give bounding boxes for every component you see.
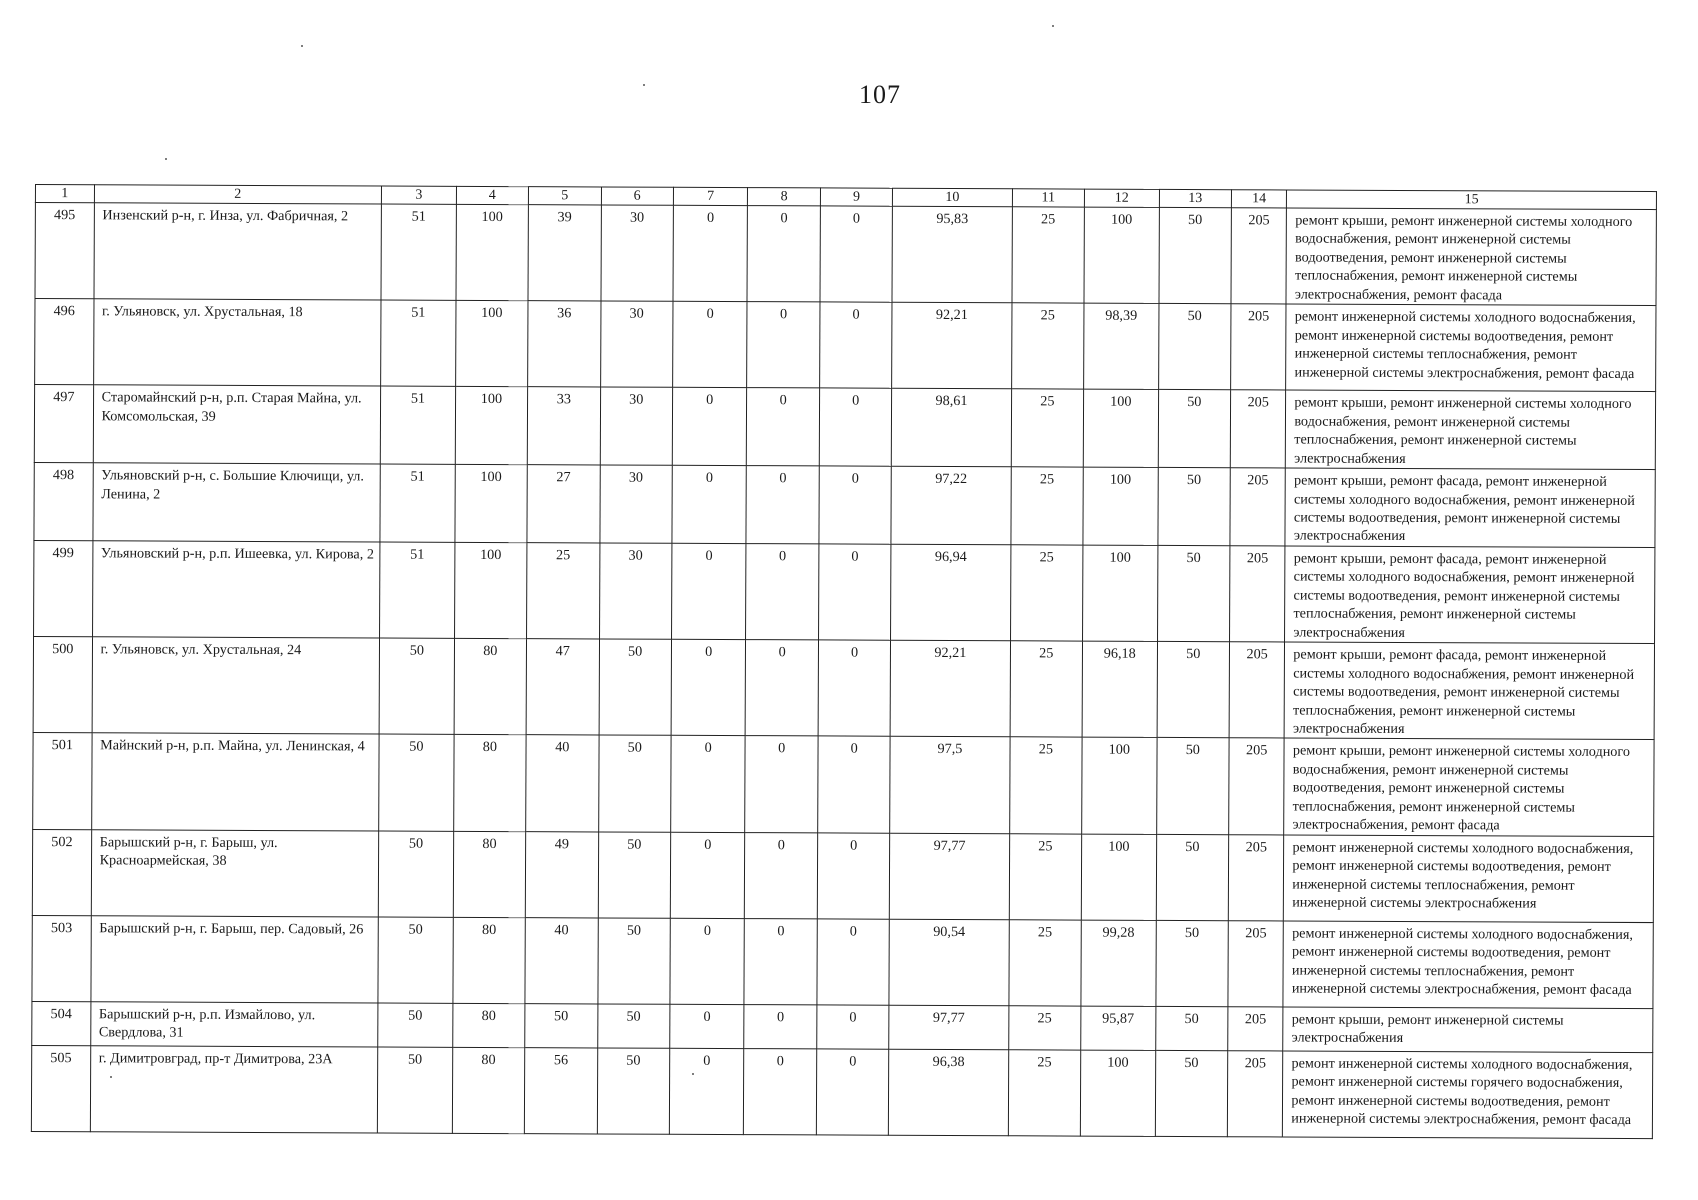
cell-col-10: 96,94 <box>891 544 1011 641</box>
cell-col-4: 80 <box>452 1003 525 1047</box>
cell-col-10: 97,5 <box>890 737 1010 834</box>
cell-col-9: 0 <box>817 833 890 919</box>
work-types-cell: ремонт крыши, ремонт фасада, ремонт инженерной системы холодного водоснабжения, ремонт инженерной системы водоотведения, ремонт инженерной системы электроснабжения <box>1285 468 1655 547</box>
scan-speck <box>110 1076 112 1078</box>
cell-col-11: 25 <box>1008 1005 1081 1049</box>
column-header-15: 15 <box>1287 190 1657 210</box>
table-row <box>34 540 1655 643</box>
cell-col-10: 90,54 <box>889 919 1009 1006</box>
cell-col-14: 205 <box>1228 920 1284 1006</box>
cell-col-5: 33 <box>527 387 600 465</box>
cell-col-10: 97,77 <box>889 1005 1008 1050</box>
cell-col-4: 80 <box>453 735 526 832</box>
table-row <box>34 463 1655 548</box>
cell-col-13: 50 <box>1157 467 1230 545</box>
cell-col-5: 47 <box>526 639 599 736</box>
cell-col-3: 51 <box>380 386 455 464</box>
work-types-cell: ремонт крыши, ремонт фасада, ремонт инженерной системы холодного водоснабжения, ремонт инженерной системы водоотведения, ремонт инженерной системы теплоснабжения, ремонт инженерной системы электроснабжения <box>1284 642 1654 740</box>
cell-col-11: 25 <box>1009 833 1082 919</box>
cell-col-4: 100 <box>454 542 527 639</box>
column-header-12: 12 <box>1084 189 1159 207</box>
cell-col-13: 50 <box>1159 207 1232 304</box>
work-types-cell: ремонт крыши, ремонт инженерной системы холодного водоснабжения, ремонт инженерной системы водоотведения, ремонт инженерной системы теплоснабжения, ремонт инженерной системы электроснабжения, ремонт фасада <box>1284 738 1654 836</box>
table-row <box>33 733 1654 836</box>
cell-col-9: 0 <box>819 466 892 544</box>
cell-col-9: 0 <box>819 388 892 466</box>
cell-col-3: 50 <box>378 831 453 917</box>
row-number: 498 <box>34 463 93 541</box>
cell-col-6: 30 <box>599 543 672 640</box>
column-header-2: 2 <box>94 185 382 204</box>
work-types-cell: ремонт инженерной системы холодного водоснабжения, ремонт инженерной системы горячего водоснабжения, ремонт инженерной системы водоотведения, ремонт инженерной системы электроснабжения, ремонт фасада <box>1283 1051 1653 1139</box>
cell-col-8: 0 <box>747 302 820 388</box>
cell-col-13: 50 <box>1155 1050 1228 1136</box>
address-cell: Старомайнский р-н, р.п. Старая Майна, ул. Комсомольская, 39 <box>93 385 381 464</box>
cell-col-12: 99,28 <box>1081 920 1156 1006</box>
cell-col-8: 0 <box>744 1004 817 1048</box>
cell-col-10: 97,77 <box>890 833 1010 920</box>
cell-col-11: 25 <box>1009 919 1082 1005</box>
cell-col-9: 0 <box>817 1005 890 1049</box>
cell-col-7: 0 <box>669 1048 744 1134</box>
cell-col-12: 100 <box>1083 389 1158 467</box>
cell-col-6: 50 <box>598 735 671 832</box>
cell-col-3: 50 <box>379 734 454 831</box>
cell-col-10: 97,22 <box>891 466 1011 544</box>
cell-col-13: 50 <box>1157 545 1230 642</box>
scan-speck <box>692 1073 694 1075</box>
scan-speck <box>643 84 645 86</box>
scan-speck <box>301 45 303 47</box>
registry-sheet <box>31 184 1657 1139</box>
cell-col-9: 0 <box>818 544 891 641</box>
cell-col-8: 0 <box>747 388 820 466</box>
cell-col-3: 51 <box>380 542 455 639</box>
table-row <box>32 1001 1653 1052</box>
column-header-4: 4 <box>456 186 528 204</box>
row-number: 503 <box>32 915 91 1001</box>
cell-col-11: 25 <box>1011 389 1084 467</box>
column-header-1: 1 <box>35 185 94 203</box>
cell-col-5: 40 <box>525 917 598 1003</box>
cell-col-7: 0 <box>670 832 745 918</box>
cell-col-5: 50 <box>525 1003 598 1047</box>
cell-col-13: 50 <box>1157 642 1230 739</box>
cell-col-6: 30 <box>599 465 672 543</box>
table-row <box>32 915 1653 1008</box>
cell-col-4: 100 <box>455 387 528 465</box>
cell-col-5: 27 <box>527 465 600 543</box>
cell-col-6: 50 <box>599 639 672 736</box>
cell-col-9: 0 <box>820 206 893 303</box>
cell-col-14: 205 <box>1228 1006 1284 1050</box>
cell-col-11: 25 <box>1009 737 1082 834</box>
column-header-5: 5 <box>528 187 600 205</box>
cell-col-12: 100 <box>1082 737 1157 834</box>
cell-col-3: 51 <box>381 300 456 386</box>
cell-col-7: 0 <box>672 465 747 543</box>
row-number: 505 <box>31 1045 90 1131</box>
column-header-13: 13 <box>1159 189 1231 207</box>
cell-col-11: 25 <box>1008 1049 1081 1135</box>
column-header-8: 8 <box>748 188 820 206</box>
work-types-cell: ремонт инженерной системы холодного водоснабжения, ремонт инженерной системы водоотведения, ремонт инженерной системы теплоснабжения, ремонт инженерной системы электроснабжения, ремонт фасада <box>1286 304 1656 392</box>
address-cell: Инзенский р-н, г. Инза, ул. Фабричная, 2 <box>94 203 382 301</box>
cell-col-8: 0 <box>745 736 818 833</box>
cell-col-12: 96,18 <box>1082 641 1157 738</box>
cell-col-10: 92,21 <box>892 303 1012 390</box>
table-row <box>35 203 1656 306</box>
address-cell: Ульяновский р-н, с. Большие Ключищи, ул. Ленина, 2 <box>93 463 381 542</box>
cell-col-5: 25 <box>527 543 600 640</box>
cell-col-3: 50 <box>377 1047 452 1133</box>
cell-col-6: 50 <box>597 918 670 1004</box>
column-header-9: 9 <box>820 188 892 206</box>
cell-col-7: 0 <box>671 639 746 736</box>
cell-col-4: 100 <box>456 204 529 301</box>
cell-col-11: 25 <box>1010 641 1083 738</box>
cell-col-7: 0 <box>670 918 745 1004</box>
cell-col-14: 205 <box>1229 546 1285 643</box>
cell-col-14: 205 <box>1228 834 1284 920</box>
cell-col-8: 0 <box>746 543 819 640</box>
cell-col-7: 0 <box>671 543 746 640</box>
cell-col-11: 25 <box>1010 545 1083 642</box>
cell-col-12: 98,39 <box>1084 303 1159 389</box>
column-header-14: 14 <box>1231 190 1286 208</box>
column-header-7: 7 <box>673 187 748 205</box>
address-cell: г. Димитровград, пр-т Димитрова, 23А <box>90 1045 378 1132</box>
column-header-6: 6 <box>601 187 673 205</box>
cell-col-4: 80 <box>452 1047 525 1133</box>
cell-col-11: 25 <box>1011 303 1084 389</box>
scan-speck <box>1052 25 1054 27</box>
work-types-cell: ремонт крыши, ремонт инженерной системы электроснабжения <box>1283 1007 1653 1053</box>
row-number: 500 <box>33 637 92 734</box>
cell-col-6: 50 <box>597 1004 670 1048</box>
cell-col-12: 95,87 <box>1081 1006 1156 1050</box>
cell-col-7: 0 <box>670 1004 745 1048</box>
cell-col-4: 80 <box>453 831 526 917</box>
scan-speck <box>165 158 167 160</box>
registry-table <box>31 184 1657 1139</box>
address-cell: г. Ульяновск, ул. Хрустальная, 18 <box>93 299 381 386</box>
cell-col-8: 0 <box>747 206 820 303</box>
row-number: 497 <box>34 385 93 463</box>
cell-col-4: 100 <box>455 464 528 542</box>
work-types-cell: ремонт крыши, ремонт фасада, ремонт инженерной системы холодного водоснабжения, ремонт инженерной системы водоотведения, ремонт инженерной системы теплоснабжения, ремонт инженерной системы электроснабжения <box>1285 546 1655 644</box>
cell-col-11: 25 <box>1011 467 1084 545</box>
cell-col-8: 0 <box>744 1048 817 1134</box>
cell-col-13: 50 <box>1156 738 1229 835</box>
cell-col-7: 0 <box>671 736 746 833</box>
address-cell: Майнский р-н, р.п. Майна, ул. Ленинская, 4 <box>91 733 379 831</box>
cell-col-4: 100 <box>455 301 528 387</box>
cell-col-4: 80 <box>454 638 527 735</box>
cell-col-12: 100 <box>1081 834 1156 920</box>
cell-col-12: 100 <box>1083 545 1158 642</box>
work-types-cell: ремонт крыши, ремонт инженерной системы холодного водоснабжения, ремонт инженерной системы теплоснабжения, ремонт инженерной системы электроснабжения <box>1286 390 1656 469</box>
cell-col-14: 205 <box>1229 738 1285 835</box>
table-row <box>33 637 1654 740</box>
cell-col-9: 0 <box>816 1049 889 1135</box>
row-number: 502 <box>32 829 91 915</box>
cell-col-10: 96,38 <box>889 1049 1009 1136</box>
cell-col-3: 51 <box>380 464 455 542</box>
cell-col-5: 40 <box>526 735 599 832</box>
column-header-10: 10 <box>893 188 1012 207</box>
cell-col-13: 50 <box>1158 390 1231 468</box>
cell-col-14: 205 <box>1227 1050 1283 1136</box>
cell-col-3: 50 <box>379 638 454 735</box>
cell-col-13: 50 <box>1158 304 1231 390</box>
work-types-cell: ремонт инженерной системы холодного водоснабжения, ремонт инженерной системы водоотведения, ремонт инженерной системы теплоснабжения, ремонт инженерной системы электроснабжения <box>1284 835 1654 923</box>
cell-col-11: 25 <box>1012 207 1085 304</box>
address-cell: г. Ульяновск, ул. Хрустальная, 24 <box>92 637 380 735</box>
cell-col-6: 50 <box>598 832 671 918</box>
cell-col-6: 30 <box>600 205 673 302</box>
cell-col-12: 100 <box>1080 1050 1155 1136</box>
cell-col-13: 50 <box>1155 1006 1228 1050</box>
cell-col-13: 50 <box>1155 920 1228 1006</box>
table-row <box>35 299 1656 392</box>
column-header-3: 3 <box>382 186 457 204</box>
table-row <box>34 385 1655 470</box>
page-number: 107 <box>859 80 901 109</box>
cell-col-14: 205 <box>1229 642 1285 739</box>
address-cell: Барышский р-н, г. Барыш, ул. Красноармейская, 38 <box>91 829 379 916</box>
cell-col-6: 30 <box>600 387 673 465</box>
cell-col-4: 80 <box>453 917 526 1003</box>
cell-col-10: 95,83 <box>892 206 1012 303</box>
row-number: 496 <box>35 299 94 385</box>
address-cell: Ульяновский р-н, р.п. Ишеевка, ул. Кирова, 2 <box>92 541 380 639</box>
cell-col-7: 0 <box>672 388 747 466</box>
cell-col-3: 51 <box>381 204 456 301</box>
cell-col-9: 0 <box>818 736 891 833</box>
address-cell: Барышский р-н, р.п. Измайлово, ул. Свердлова, 31 <box>90 1001 378 1046</box>
row-number: 499 <box>34 540 93 637</box>
cell-col-9: 0 <box>818 640 891 737</box>
cell-col-14: 205 <box>1231 304 1287 390</box>
cell-col-5: 56 <box>524 1047 597 1133</box>
cell-col-5: 49 <box>525 831 598 917</box>
cell-col-9: 0 <box>817 919 890 1005</box>
work-types-cell: ремонт крыши, ремонт инженерной системы холодного водоснабжения, ремонт инженерной системы водоотведения, ремонт инженерной системы теплоснабжения, ремонт инженерной системы электроснабжения, ремонт фасада <box>1286 208 1656 306</box>
cell-col-8: 0 <box>746 640 819 737</box>
cell-col-14: 205 <box>1230 390 1286 468</box>
table-row <box>31 1045 1652 1138</box>
cell-col-8: 0 <box>745 832 818 918</box>
cell-col-5: 39 <box>528 205 601 302</box>
cell-col-8: 0 <box>746 466 819 544</box>
cell-col-10: 98,61 <box>892 389 1012 467</box>
cell-col-13: 50 <box>1156 834 1229 920</box>
cell-col-6: 30 <box>600 301 673 387</box>
cell-col-9: 0 <box>820 302 893 388</box>
row-number: 504 <box>32 1001 91 1045</box>
work-types-cell: ремонт инженерной системы холодного водоснабжения, ремонт инженерной системы водоотведения, ремонт инженерной системы теплоснабжения, ремонт инженерной системы электроснабжения, ремонт фасада <box>1283 921 1653 1009</box>
cell-col-10: 92,21 <box>890 640 1010 737</box>
cell-col-14: 205 <box>1230 468 1286 546</box>
cell-col-8: 0 <box>744 918 817 1004</box>
row-number: 501 <box>33 733 92 830</box>
cell-col-12: 100 <box>1083 467 1158 545</box>
table-row <box>32 829 1653 922</box>
address-cell: Барышский р-н, г. Барыш, пер. Садовый, 26 <box>90 915 378 1002</box>
cell-col-5: 36 <box>528 301 601 387</box>
cell-col-3: 50 <box>378 1003 453 1047</box>
row-number: 495 <box>35 203 94 300</box>
cell-col-7: 0 <box>673 302 748 388</box>
column-header-11: 11 <box>1012 189 1084 207</box>
cell-col-7: 0 <box>673 205 748 302</box>
cell-col-6: 50 <box>597 1048 670 1134</box>
cell-col-14: 205 <box>1231 208 1287 305</box>
cell-col-12: 100 <box>1084 207 1159 304</box>
cell-col-3: 50 <box>378 917 453 1003</box>
table-body <box>31 203 1656 1139</box>
